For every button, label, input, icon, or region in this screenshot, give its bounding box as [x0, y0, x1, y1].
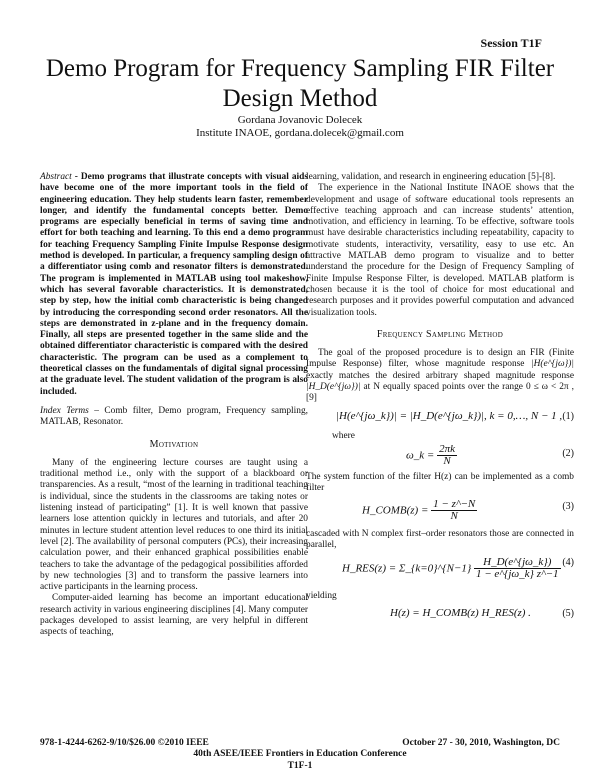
- p2-part-b: exactly matches the desired arbitrary shaped magnitude response: [306, 370, 574, 381]
- abstract: [40, 172, 308, 398]
- right-paragraph-4: cascaded with N complex first–order resonators those are connected in parallel,: [306, 528, 574, 550]
- left-column: [40, 172, 308, 639]
- equation-4-fraction: [474, 557, 561, 581]
- index-terms-text: – Comb filter, Demo program, Frequency sampling, MATLAB, Resonator.: [40, 405, 308, 428]
- section-heading-motivation: Motivation: [149, 438, 199, 450]
- index-terms-label: Index Terms: [40, 405, 89, 416]
- motivation-paragraph-2: Computer-aided learning has become an important educational research activity in various engineering disciplines [4]. Many computer packages developed to assist learning, are very helpful in different aspects of teaching,: [40, 593, 308, 638]
- abstract-label: Abstract: [40, 172, 72, 182]
- equation-4-denominator: 1 − e^{jω_k} z^−1: [476, 568, 559, 581]
- section-heading-frequency-sampling: Frequency Sampling Method: [376, 328, 504, 340]
- equation-1: [306, 405, 574, 431]
- equation-4-numerator: H_D(e^{jω_k}): [474, 557, 561, 569]
- p2-part-a: The goal of the proposed procedure is to design an FIR (Finite Impulse Response) filter, whose magnitude response: [306, 348, 574, 370]
- where-label: where: [332, 430, 355, 441]
- yielding-label: yielding: [306, 591, 337, 602]
- right-paragraph-1: The experience in the National Institute INAOE shows that the development and usage of software educational tools represents an effective teaching approach and can increase students’ attention, motivation, and efficiency in learning. To be effective, software tools must have desirable characteristics including repeatability, capacity to motivate students, interactivity, versatility, easy to use etc. An attractive MATLAB demo program to visualize and to better understand the procedure for the Design of Frequency Sampling of Finite Impulse Response Filter, is developed. MATLAB platform is chosen because it is the tool of choice for most educational and research purposes and it provides powerful computation and advanced visualization tools.: [306, 183, 574, 318]
- equation-3-fraction: [431, 499, 477, 523]
- equation-2-body: [406, 444, 457, 468]
- right-paragraph-0: learning, validation, and research in engineering education [5]-[8].: [306, 172, 556, 182]
- equation-3-body: [362, 499, 477, 523]
- author-name: Gordana Jovanovic Dolecek: [237, 114, 363, 126]
- equation-2-lhs: ω_k =: [406, 449, 435, 462]
- equation-4: [306, 551, 574, 591]
- equation-2-number: (2): [562, 447, 574, 459]
- equation-4-body: [342, 557, 561, 581]
- equation-2-fraction: [437, 444, 457, 468]
- right-column: [306, 172, 574, 628]
- equation-1-number: (1): [562, 410, 574, 422]
- equation-5-body: H(z) = H_COMB(z) H_RES(z) .: [390, 607, 531, 620]
- right-paragraph-3: The system function of the filter H(z) can be implemented as a comb filter: [306, 471, 574, 494]
- equation-2: [306, 442, 574, 472]
- session-label: Session T1F: [480, 36, 542, 50]
- equation-2-denominator: N: [443, 455, 451, 468]
- footer-conference: 40th ASEE/IEEE Frontiers in Education Conference: [193, 749, 407, 759]
- inline-eq-h: |H(e^{jω})|: [531, 359, 575, 370]
- equation-3: [306, 495, 574, 529]
- equation-4-number: (4): [562, 557, 574, 569]
- footer-page-number: T1F-1: [287, 761, 313, 771]
- equation-5-number: (5): [562, 608, 574, 620]
- equation-5: [306, 602, 574, 628]
- equation-3-lhs: H_COMB(z) =: [362, 503, 429, 516]
- motivation-paragraph-1: Many of the engineering lecture courses are taught using a traditional method i.e., only with the support of a blackboard or transparencies. As a result, “most of the learning in traditional teaching is individual, since the students in the classrooms are taking notes or listening instead of participating” [1]. It is well known that passive learners lose attention quickly in lectures and tutorials, and after 20 minutes in lecture student attention level reduces to one third its initial level [2]. The availability of personal computers (PCs), their increasing calculation power, and their enhanced graphical possibilities enable teachers to take the advantage of the pedagogical possibilities afforded by new technologies [3] and to transform the passive learners into active participants in the learning process.: [40, 457, 308, 593]
- paper-title: Demo Program for Frequency Sampling FIR Filter Design Method: [45, 55, 555, 112]
- equation-3-denominator: N: [450, 509, 458, 522]
- author-affiliation: Institute INAOE, gordana.dolecek@gmail.com: [196, 127, 404, 139]
- equation-3-number: (3): [562, 500, 574, 512]
- abstract-text: - Demo programs that illustrate concepts with visual aids have become one of the more important tools in the field of engineering education. They help students learn faster, remember longer, and identify the fundamental concepts better. Demo programs are especially beneficial in terms of saving time and effort for both teaching and learning. To this end a demo program for teaching Frequency Sampling Finite Impulse Response design method is developed. In particular, a frequency sampling design of a differentiator using comb and resonator filters is demonstrated. The program is implemented in MATLAB using tool makeshow, which has several favorable characteristics. It is demonstrated, step by step, how the initial comb characteristic is being changed by introducing the corresponding second order resonators. All the steps are demonstrated in z-plane and in the frequency domain. Finally, all steps are presented together in the same slide and the obtained differentiator characteristic is compared with the desired characteristic. The program can be used as a complement to theoretical classes on the fundamentals of digital signal processing at the graduate level. The student validation of the program is also included.: [40, 172, 308, 397]
- inline-eq-hd: |H_D(e^{jω})|: [306, 382, 361, 393]
- equation-4-lhs: H_RES(z) = Σ_{k=0}^{N−1}: [342, 562, 472, 575]
- index-terms: [40, 406, 308, 429]
- equation-3-numerator: 1 − z^−N: [433, 497, 476, 510]
- p2-part-c: at N equally spaced points over the range 0 ≤ ω < 2π , [9]: [306, 382, 574, 404]
- equation-2-numerator: 2πk: [439, 442, 455, 455]
- footer-isbn: 978-1-4244-6262-9/10/$26.00 ©2010 IEEE: [40, 738, 209, 748]
- author-block: [0, 114, 600, 140]
- equation-1-body: |H(e^{jω_k})| = |H_D(e^{jω_k})|, k = 0,…, N − 1 ,: [336, 409, 563, 422]
- footer-date-location: October 27 - 30, 2010, Washington, DC: [402, 738, 560, 748]
- right-paragraph-2: [306, 348, 574, 404]
